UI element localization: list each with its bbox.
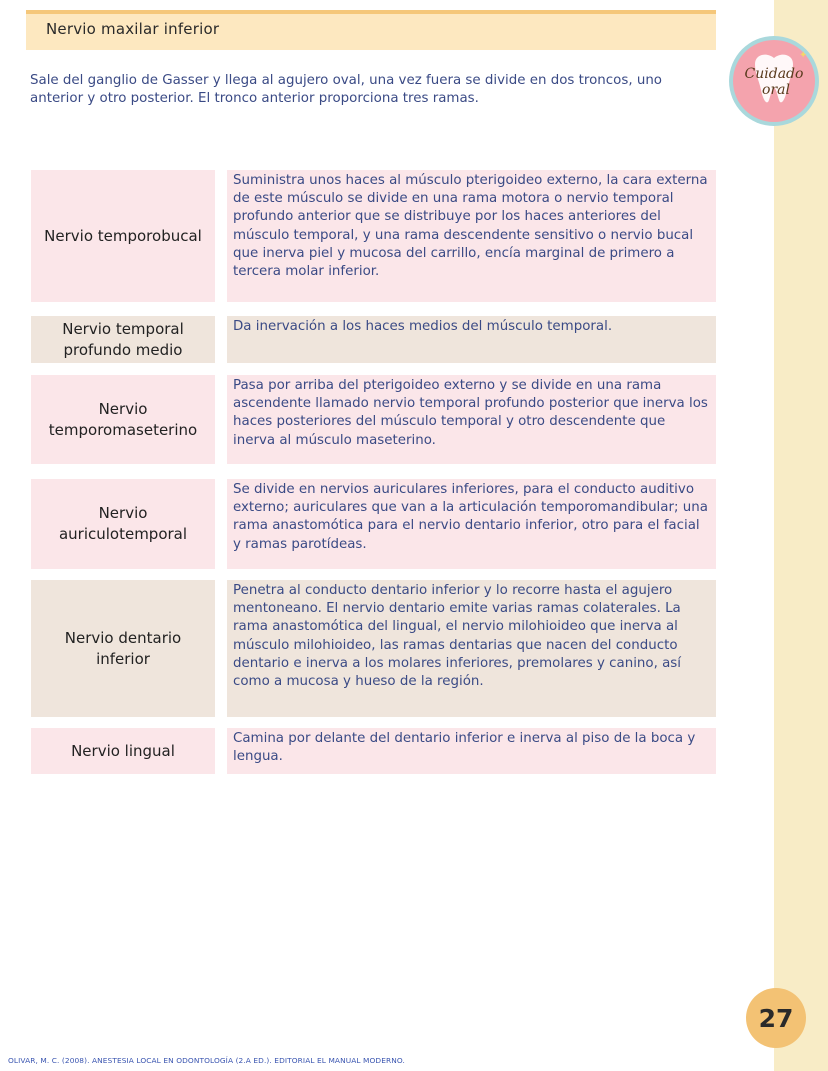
nerve-name: Nervio dentario inferior bbox=[31, 580, 215, 717]
nerve-description: Se divide en nervios auriculares inferiores, para el conducto auditivo externo; auriculares que van a la articulación temporomandibular; una rama anastomótica para el nervio dentario inferior, otro para el facial y ramas parotídeas. bbox=[227, 479, 716, 569]
nerve-description: Pasa por arriba del pterigoideo externo y se divide en una rama ascendente llamado nervio temporal profundo posterior que inerva los haces posteriores del músculo temporal y otro descendente que inerva al músculo maseterino. bbox=[227, 375, 716, 464]
nerve-name: Nervio temporomaseterino bbox=[31, 375, 215, 464]
nerve-row bbox=[31, 479, 716, 569]
svg-text:✦: ✦ bbox=[799, 50, 808, 61]
page-number-badge: 27 bbox=[746, 988, 806, 1048]
section-title: Nervio maxilar inferior bbox=[46, 20, 220, 38]
right-margin-strip bbox=[774, 0, 828, 1071]
section-title-bar bbox=[26, 10, 716, 50]
nerve-description: Da inervación a los haces medios del músculo temporal. bbox=[227, 316, 716, 363]
nerve-description: Camina por delante del dentario inferior e inerva al piso de la boca y lengua. bbox=[227, 728, 716, 774]
nerve-name: Nervio auriculotemporal bbox=[31, 479, 215, 569]
tooth-logo-icon bbox=[727, 34, 821, 128]
logo-text-line1: Cuidado bbox=[744, 66, 804, 82]
nerve-description: Suministra unos haces al músculo pterigoideo externo, la cara externa de este músculo se divide en una rama motora o nervio temporal profundo anterior que se distribuye por los haces anteriores del músculo temporal, y una rama descendente sensitivo o nervio bucal que inerva piel y mucosa del carrillo, encía marginal de primero a tercera molar inferior. bbox=[227, 170, 716, 302]
nerve-row bbox=[31, 170, 716, 302]
nerve-name: Nervio temporal profundo medio bbox=[31, 316, 215, 363]
nerve-row bbox=[31, 375, 716, 464]
cuidado-oral-logo bbox=[727, 34, 821, 128]
nerve-name: Nervio lingual bbox=[31, 728, 215, 774]
logo-text-line2: oral bbox=[762, 82, 790, 98]
nerve-name: Nervio temporobucal bbox=[31, 170, 215, 302]
intro-paragraph: Sale del ganglio de Gasser y llega al agujero oval, una vez fuera se divide en dos troncos, uno anterior y otro posterior. El tronco anterior proporciona tres ramas. bbox=[30, 73, 663, 106]
nerve-row bbox=[31, 316, 716, 363]
nerve-row bbox=[31, 728, 716, 774]
nerve-description: Penetra al conducto dentario inferior y lo recorre hasta el agujero mentoneano. El nervio dentario emite varias ramas colaterales. La rama anastomótica del lingual, el nervio milohioideo que inerva al músculo milohioideo, las ramas dentarias que nacen del conducto dentario e inerva a los molares inferiores, premolares y canino, así como a mucosa y hueso de la región. bbox=[227, 580, 716, 717]
nerve-row bbox=[31, 580, 716, 717]
citation-footer: OLIVAR, M. C. (2008). ANESTESIA LOCAL EN ODONTOLOGÍA (2.A ED.). EDITORIAL EL MANUAL MODERNO. bbox=[8, 1056, 405, 1065]
